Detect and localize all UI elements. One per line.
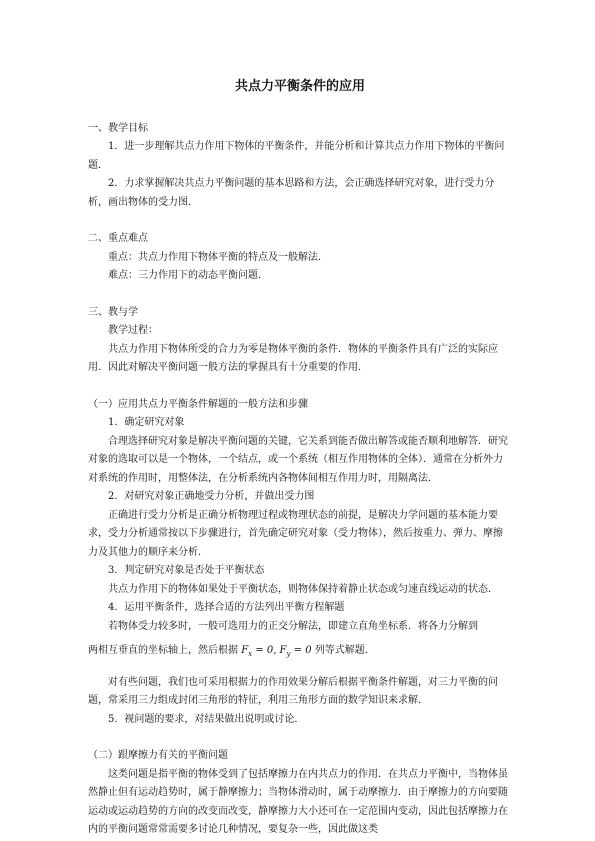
- list-item: 1．确定研究对象: [108, 417, 185, 428]
- formula-trail-text: 列等式解题．: [314, 645, 375, 656]
- section-heading-objectives: 一、教学目标: [88, 122, 148, 134]
- equilibrium-formula: $F_x = 0$, $F_y = 0$: [241, 645, 312, 658]
- document-body: [88, 78, 512, 840]
- section-heading-teaching: 三、教与学: [88, 306, 138, 318]
- paragraph: 共点力作用下物体所受的合力为零是物体平衡的条件．物体的平衡条件具有广泛的实际应用．因此对解决平衡问题一般方法的掌握具有十分重要的作用．: [88, 343, 498, 373]
- list-item: 2．对研究对象正确地受力分析，并做出受力图: [108, 491, 315, 502]
- section-heading-key-points: 二、重点难点: [88, 233, 148, 244]
- list-item: 5．视问题的要求，对结果做出说明或讨论．: [108, 713, 305, 725]
- paragraph: 2．力求掌握解决共点力平衡问题的基本思路和方法，会正确选择研究对象，进行受力分析，画出物体的受力图．: [88, 178, 495, 208]
- paragraph: 1．进一步理解共点力作用下物体的平衡条件，并能分析和计算共点力作用下物体的平衡问题．: [88, 141, 505, 171]
- list-item: 3．判定研究对象是否处于平衡状态: [108, 565, 265, 576]
- paragraph: 难点：三力作用下的动态平衡问题．: [108, 270, 268, 281]
- paragraph: 教学过程：: [108, 325, 158, 336]
- document-title: 共点力平衡条件的应用: [234, 79, 365, 94]
- paragraph: 正确进行受力分析是正确分析物理过程或物理状态的前提，是解决力学问题的基本能力要求，受力分析通常按以下步骤进行，首先确定研究对象（受力物体），然后按重力、弹力、摩擦力及其他力的顺序来分析．: [88, 509, 503, 558]
- paragraph-with-formula: [88, 642, 512, 664]
- list-item: 4．运用平衡条件，选择合适的方法列出平衡方程解题: [108, 602, 345, 613]
- formula-lead-text: 两相互垂直的坐标轴上，然后根据: [88, 645, 238, 656]
- section-heading-friction: （二）跟摩擦力有关的平衡问题: [88, 750, 228, 761]
- paragraph: 合理选择研究对象是解决平衡问题的关键，它关系到能否做出解答或能否顺利地解答．研究对象的选取可以是一个物体，一个结点，或一个系统（相互作用物体的全体）．通常在分析外力对系统的作用时，用整体法，在分析系统内各物体间相互作用力时，用隔离法．: [88, 435, 508, 484]
- paragraph: 对有些问题，我们也可采用根据力的作用效果分解后根据平衡条件解题，对三力平衡的问题，常采用三力组成封闭三角形的特征，利用三角形方面的数学知识来求解．: [88, 676, 498, 706]
- paragraph: 若物体受力较多时，一般可选用力的正交分解法，即建立直角坐标系．将各力分解到: [108, 620, 478, 632]
- paragraph: 共点力作用下的物体如果处于平衡状态，则物体保持着静止状态或匀速直线运动的状态．: [108, 583, 498, 595]
- section-heading-methods: （一）应用共点力平衡条件解题的一般方法和步骤: [88, 398, 308, 410]
- paragraph: 这类问题是指平衡的物体受到了包括摩擦力在内共点力的作用．在共点力平衡中，当物体虽然静止但有运动趋势时，属于静摩擦力；当物体滑动时，属于动摩擦力．由于摩擦力的方向要随运动或运动趋势的方向的改变而改变，静摩擦力大小还可在一定范围内变动，因此包括摩擦力在内的平衡问题常常需要多讨论几种情况，要复杂一些，因此做这类: [88, 768, 508, 835]
- paragraph: 重点：共点力作用下物体平衡的特点及一般解法．: [108, 251, 328, 263]
